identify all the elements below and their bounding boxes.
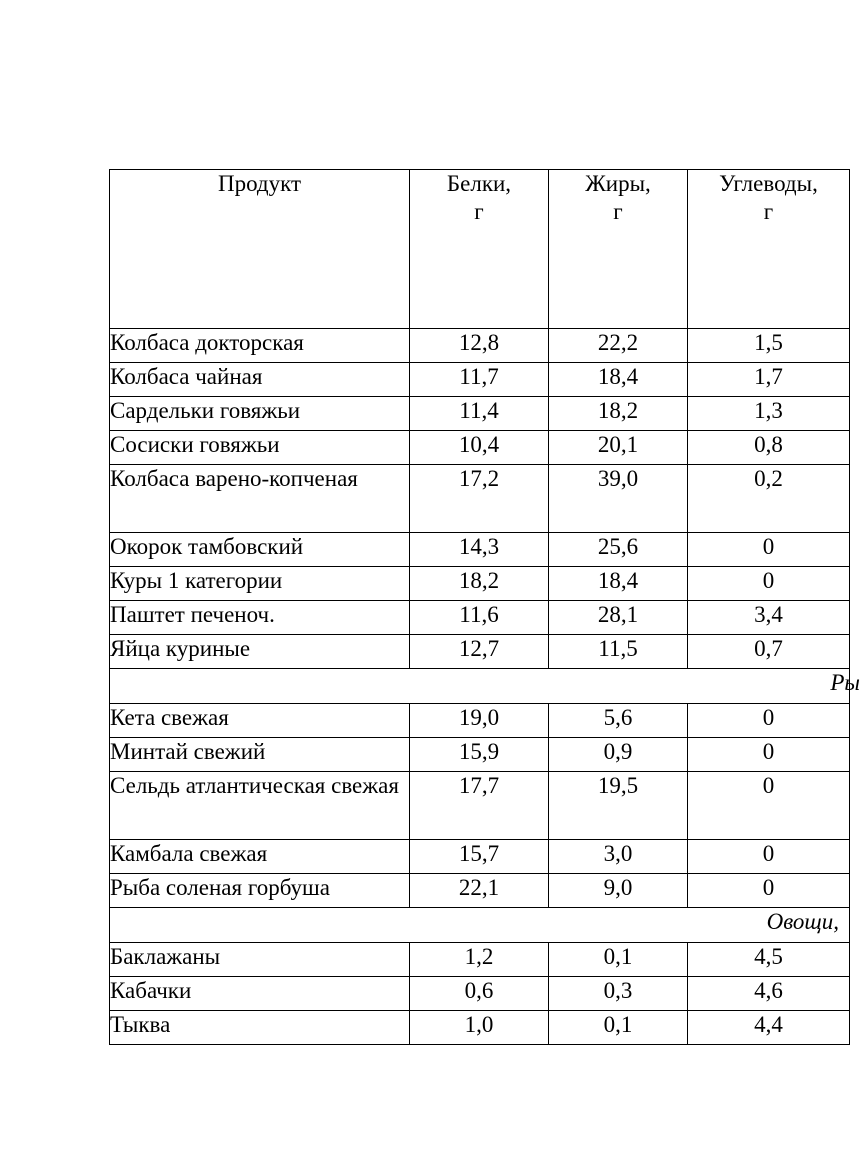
carbs-value: 0,8: [688, 431, 850, 465]
header-product-label: Продукт: [217, 171, 302, 196]
product-name: Кета свежая: [110, 704, 410, 738]
protein-value: 17,2: [410, 465, 549, 533]
carbs-value: 1,5: [688, 329, 850, 363]
protein-value: 12,8: [410, 329, 549, 363]
table-row: [110, 874, 850, 908]
section-row-vegetables: [110, 908, 850, 943]
fat-value: 5,6: [549, 704, 688, 738]
protein-value: 0,6: [410, 977, 549, 1011]
table-row: [110, 772, 850, 840]
section-heading-vegetables: [110, 908, 850, 943]
section-heading-fish: [110, 669, 860, 704]
fat-value: 18,2: [549, 397, 688, 431]
table-row: [110, 704, 850, 738]
fat-value: 18,4: [549, 363, 688, 397]
header-fat-label: Жиры,: [585, 171, 651, 196]
fat-value: 0,9: [549, 738, 688, 772]
product-name: Куры 1 категории: [110, 567, 410, 601]
header-protein: [410, 170, 549, 329]
table-row: [110, 1011, 850, 1045]
product-name: Колбаса варено-копченая: [110, 465, 410, 533]
header-fat-unit: г: [613, 198, 623, 224]
fat-value: 9,0: [549, 874, 688, 908]
carbs-value: 4,5: [688, 943, 850, 977]
table-row: [110, 635, 850, 669]
product-name: Сардельки говяжьи: [110, 397, 410, 431]
header-row: [110, 170, 850, 329]
protein-value: 22,1: [410, 874, 549, 908]
section-vegetables-label: Овощи,: [766, 909, 839, 934]
protein-value: 11,4: [410, 397, 549, 431]
fat-value: 18,4: [549, 567, 688, 601]
product-name: Камбала свежая: [110, 840, 410, 874]
protein-value: 14,3: [410, 533, 549, 567]
protein-value: 15,9: [410, 738, 549, 772]
carbs-value: 0: [688, 567, 850, 601]
fat-value: 3,0: [549, 840, 688, 874]
section-fish-label: Ры: [830, 670, 860, 695]
carbs-value: 0,2: [688, 465, 850, 533]
header-carbs-unit: г: [763, 198, 774, 224]
fat-value: 39,0: [549, 465, 688, 533]
carbs-value: 4,6: [688, 977, 850, 1011]
product-name: Яйца куриные: [110, 635, 410, 669]
table-row: [110, 431, 850, 465]
carbs-value: 0: [688, 840, 850, 874]
table-row: [110, 977, 850, 1011]
header-fat: [549, 170, 688, 329]
product-name: Окорок тамбовский: [110, 533, 410, 567]
protein-value: 19,0: [410, 704, 549, 738]
protein-value: 1,0: [410, 1011, 549, 1045]
table-row: [110, 738, 850, 772]
table-row: [110, 601, 850, 635]
carbs-value: 0: [688, 772, 850, 840]
product-name: Колбаса докторская: [110, 329, 410, 363]
fat-value: 22,2: [549, 329, 688, 363]
fat-value: 0,1: [549, 1011, 688, 1045]
protein-value: 12,7: [410, 635, 549, 669]
carbs-value: 0,7: [688, 635, 850, 669]
protein-value: 11,6: [410, 601, 549, 635]
product-name: Тыква: [110, 1011, 410, 1045]
table-row: [110, 465, 850, 533]
fat-value: 28,1: [549, 601, 688, 635]
carbs-value: 1,3: [688, 397, 850, 431]
fat-value: 25,6: [549, 533, 688, 567]
nutrition-table: [109, 169, 860, 1045]
carbs-value: 0: [688, 704, 850, 738]
protein-value: 1,2: [410, 943, 549, 977]
protein-value: 17,7: [410, 772, 549, 840]
fat-value: 19,5: [549, 772, 688, 840]
fat-value: 0,3: [549, 977, 688, 1011]
protein-value: 11,7: [410, 363, 549, 397]
product-name: Минтай свежий: [110, 738, 410, 772]
product-name: Кабачки: [110, 977, 410, 1011]
product-name: Сельдь атлантическая свежая: [110, 772, 410, 840]
product-name: Рыба соленая горбуша: [110, 874, 410, 908]
fat-value: 0,1: [549, 943, 688, 977]
carbs-value: 1,7: [688, 363, 850, 397]
product-name: Баклажаны: [110, 943, 410, 977]
header-product: [110, 170, 410, 329]
table-row: [110, 363, 850, 397]
header-carbs-label: Углеводы,: [719, 171, 818, 196]
table-row: [110, 533, 850, 567]
table-row: [110, 397, 850, 431]
carbs-value: 0: [688, 874, 850, 908]
protein-value: 15,7: [410, 840, 549, 874]
carbs-value: 3,4: [688, 601, 850, 635]
product-name: Сосиски говяжьи: [110, 431, 410, 465]
header-carbs: [688, 170, 850, 329]
fat-value: 20,1: [549, 431, 688, 465]
header-protein-unit: г: [474, 198, 484, 224]
protein-value: 18,2: [410, 567, 549, 601]
carbs-value: 0: [688, 738, 850, 772]
table-row: [110, 943, 850, 977]
carbs-value: 4,4: [688, 1011, 850, 1045]
header-protein-label: Белки,: [446, 171, 512, 196]
fat-value: 11,5: [549, 635, 688, 669]
table-row: [110, 329, 850, 363]
carbs-value: 0: [688, 533, 850, 567]
product-name: Паштет печеноч.: [110, 601, 410, 635]
product-name: Колбаса чайная: [110, 363, 410, 397]
table-row: [110, 840, 850, 874]
table-row: [110, 567, 850, 601]
protein-value: 10,4: [410, 431, 549, 465]
section-row-fish: [110, 669, 850, 704]
